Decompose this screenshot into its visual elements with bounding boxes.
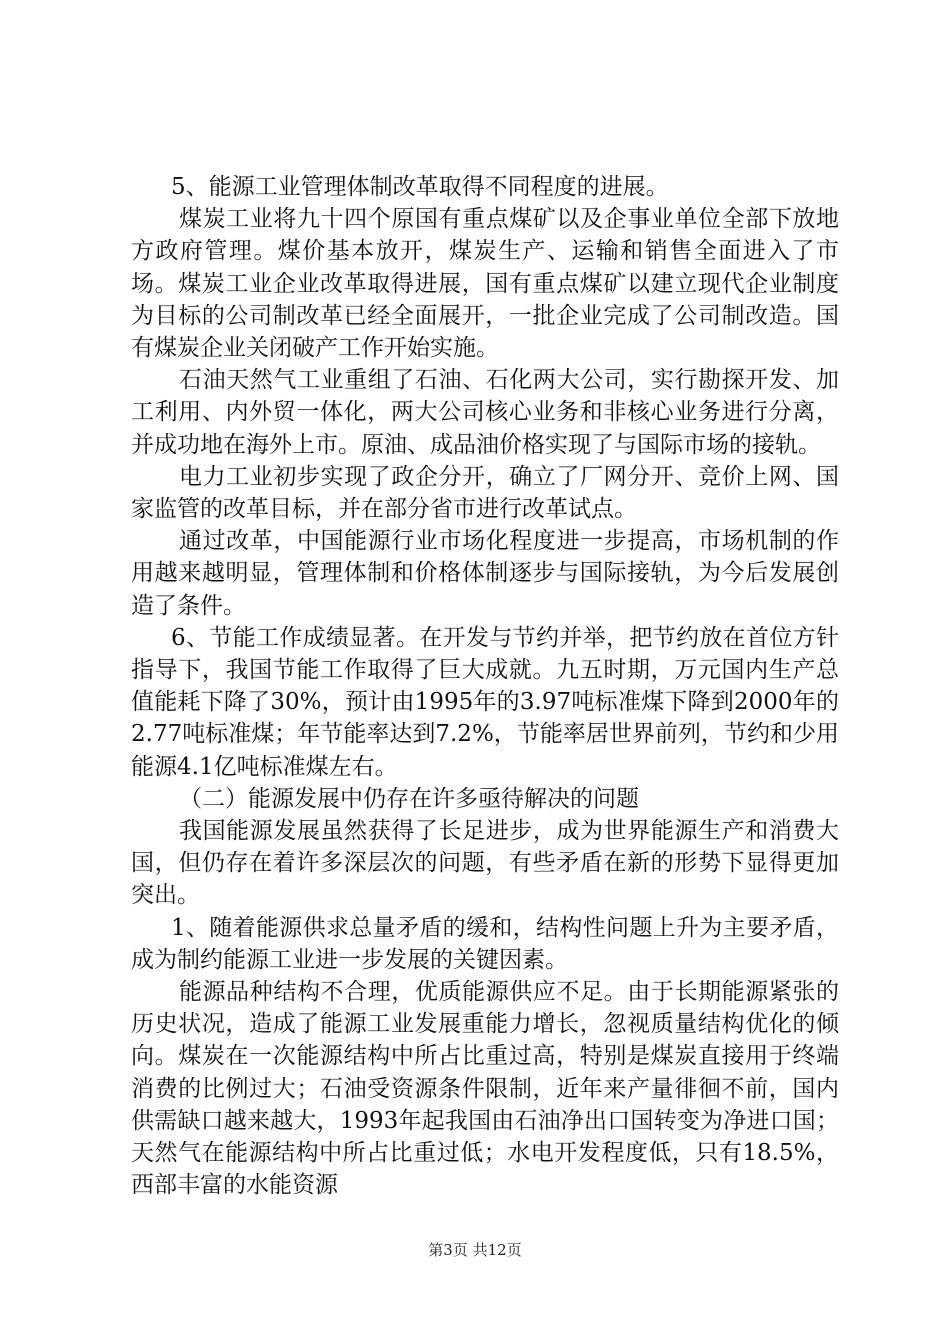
paragraph-energy-structure: 能源品种结构不合理，优质能源供应不足。由于长期能源紧张的历史状况，造成了能源工业发展重能力增长，忽视质量结构优化的倾向。煤炭在一次能源结构中所占比重过高，特别是煤炭直接用于终端消费的比例过大；石油受资源条件限制，近年来产量徘徊不前，国内供需缺口越来越大，1993年起我国由石油净出口国转变为净进口国；天然气在能源结构中所占比重过低；水电开发程度低，只有18.5%，西部丰富的水能资源 xyxy=(131,979,839,1199)
paragraph-oil-gas-reform: 石油天然气工业重组了石油、石化两大公司，实行勘探开发、加工利用、内外贸一体化，两大公司核心业务和非核心业务进行分离，并成功地在海外上市。原油、成品油价格实现了与国际市场的接轨。 xyxy=(131,367,839,458)
paragraph-reform-summary: 通过改革，中国能源行业市场化程度进一步提高，市场机制的作用越来越明显，管理体制和价格体制逐步与国际接轨，为今后发展创造了条件。 xyxy=(131,528,839,619)
page-footer: 第3页 共12页 xyxy=(428,1241,522,1259)
paragraph-problems-intro: 我国能源发展虽然获得了长足进步，成为世界能源生产和消费大国，但仍存在着许多深层次的问题，有些矛盾在新的形势下显得更加突出。 xyxy=(131,818,839,909)
section-heading-problems: （二）能源发展中仍存在许多亟待解决的问题 xyxy=(179,785,639,812)
section-heading-5: 5、能源工业管理体制改革取得不同程度的进展。 xyxy=(171,174,669,200)
section-heading-6: 6、节能工作成绩显著。在开发与节约并举，把节约放在首位方针指导下，我国节能工作取得了巨大成就。九五时期，万元国内生产总值能耗下降了30%，预计由1995年的3.97吨标准煤下降到2000年的2.77吨标准煤；年节能率达到7.2%，节能率居世界前列，节约和少用能源4.1亿吨标准煤左右。 xyxy=(131,624,839,780)
document-body xyxy=(131,171,839,1202)
section-heading-1: 1、随着能源供求总量矛盾的缓和，结构性问题上升为主要矛盾，成为制约能源工业进一步发展的关键因素。 xyxy=(131,914,839,973)
paragraph-power-reform: 电力工业初步实现了政企分开，确立了厂网分开、竞价上网、国家监管的改革目标，并在部分省市进行改革试点。 xyxy=(131,463,839,523)
paragraph-coal-reform: 煤炭工业将九十四个原国有重点煤矿以及企事业单位全部下放地方政府管理。煤价基本放开，煤炭生产、运输和销售全面进入了市场。煤炭工业企业改革取得进展，国有重点煤矿以建立现代企业制度为目标的公司制改革已经全面展开，一批企业完成了公司制改造。国有煤炭企业关闭破产工作开始实施。 xyxy=(131,206,839,362)
